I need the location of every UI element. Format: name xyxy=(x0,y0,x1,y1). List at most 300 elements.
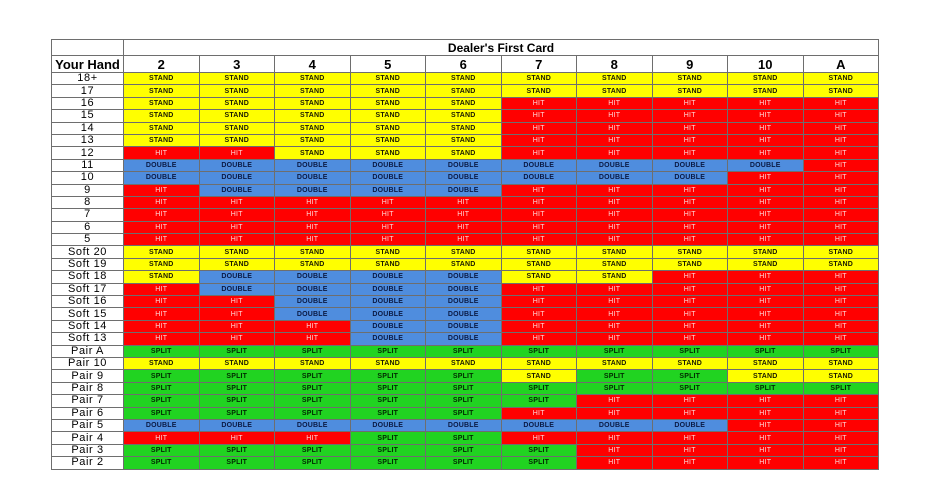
action-cell: STAND xyxy=(803,246,879,258)
action-cell: HIT xyxy=(652,196,728,208)
action-cell: DOUBLE xyxy=(426,308,502,320)
dealer-card-header: 4 xyxy=(275,56,351,73)
action-cell: HIT xyxy=(728,419,804,431)
action-cell: SPLIT xyxy=(199,382,275,394)
hand-label: Pair 5 xyxy=(52,419,124,431)
table-row xyxy=(52,432,879,444)
action-cell: DOUBLE xyxy=(124,419,200,431)
table-row xyxy=(52,457,879,469)
action-cell: HIT xyxy=(803,209,879,221)
action-cell: STAND xyxy=(350,147,426,159)
action-cell: HIT xyxy=(652,296,728,308)
action-cell: DOUBLE xyxy=(350,419,426,431)
strategy-table xyxy=(51,39,879,470)
action-cell: HIT xyxy=(199,209,275,221)
action-cell: STAND xyxy=(275,73,351,85)
action-cell: STAND xyxy=(350,258,426,270)
hand-label: Soft 14 xyxy=(52,320,124,332)
action-cell: SPLIT xyxy=(350,432,426,444)
action-cell: HIT xyxy=(803,457,879,469)
table-row xyxy=(52,308,879,320)
action-cell: HIT xyxy=(652,97,728,109)
table-body xyxy=(52,73,879,470)
action-cell: HIT xyxy=(728,283,804,295)
action-cell: HIT xyxy=(652,407,728,419)
table-row xyxy=(52,221,879,233)
action-cell: SPLIT xyxy=(124,407,200,419)
action-cell: HIT xyxy=(124,234,200,246)
action-cell: HIT xyxy=(652,320,728,332)
action-cell: HIT xyxy=(803,419,879,431)
action-cell: STAND xyxy=(803,85,879,97)
action-cell: HIT xyxy=(501,407,577,419)
action-cell: HIT xyxy=(275,209,351,221)
action-cell: SPLIT xyxy=(501,444,577,456)
action-cell: STAND xyxy=(426,97,502,109)
hand-label: Soft 20 xyxy=(52,246,124,258)
action-cell: HIT xyxy=(728,296,804,308)
action-cell: STAND xyxy=(501,357,577,369)
action-cell: SPLIT xyxy=(199,444,275,456)
action-cell: SPLIT xyxy=(275,382,351,394)
action-cell: STAND xyxy=(652,246,728,258)
action-cell: DOUBLE xyxy=(275,271,351,283)
action-cell: STAND xyxy=(350,134,426,146)
action-cell: STAND xyxy=(501,85,577,97)
dealer-title: Dealer's First Card xyxy=(124,40,879,56)
table-row xyxy=(52,85,879,97)
action-cell: HIT xyxy=(124,209,200,221)
action-cell: STAND xyxy=(124,357,200,369)
action-cell: HIT xyxy=(199,308,275,320)
action-cell: HIT xyxy=(275,196,351,208)
action-cell: SPLIT xyxy=(501,457,577,469)
action-cell: SPLIT xyxy=(652,345,728,357)
action-cell: STAND xyxy=(350,246,426,258)
action-cell: HIT xyxy=(501,308,577,320)
table-row xyxy=(52,134,879,146)
action-cell: HIT xyxy=(803,97,879,109)
hand-label: Pair 3 xyxy=(52,444,124,456)
action-cell: STAND xyxy=(275,357,351,369)
dealer-card-header: 6 xyxy=(426,56,502,73)
table-row xyxy=(52,246,879,258)
action-cell: HIT xyxy=(728,209,804,221)
action-cell: DOUBLE xyxy=(350,271,426,283)
action-cell: HIT xyxy=(199,432,275,444)
action-cell: HIT xyxy=(124,296,200,308)
action-cell: STAND xyxy=(124,122,200,134)
action-cell: HIT xyxy=(199,296,275,308)
action-cell: HIT xyxy=(350,196,426,208)
action-cell: DOUBLE xyxy=(350,308,426,320)
action-cell: HIT xyxy=(728,395,804,407)
action-cell: STAND xyxy=(577,85,653,97)
hand-label: 10 xyxy=(52,172,124,184)
action-cell: HIT xyxy=(577,221,653,233)
action-cell: SPLIT xyxy=(124,444,200,456)
action-cell: STAND xyxy=(275,147,351,159)
action-cell: DOUBLE xyxy=(350,296,426,308)
action-cell: HIT xyxy=(728,308,804,320)
action-cell: HIT xyxy=(728,234,804,246)
hand-label: 15 xyxy=(52,110,124,122)
action-cell: DOUBLE xyxy=(275,308,351,320)
hand-label: Pair 7 xyxy=(52,395,124,407)
action-cell: HIT xyxy=(199,333,275,345)
action-cell: STAND xyxy=(350,122,426,134)
table-row xyxy=(52,122,879,134)
action-cell: HIT xyxy=(501,147,577,159)
action-cell: SPLIT xyxy=(350,345,426,357)
action-cell: HIT xyxy=(652,432,728,444)
action-cell: SPLIT xyxy=(426,395,502,407)
action-cell: HIT xyxy=(803,159,879,171)
hand-label: 17 xyxy=(52,85,124,97)
action-cell: HIT xyxy=(501,296,577,308)
action-cell: DOUBLE xyxy=(577,172,653,184)
action-cell: STAND xyxy=(124,246,200,258)
table-row xyxy=(52,395,879,407)
action-cell: HIT xyxy=(275,234,351,246)
action-cell: DOUBLE xyxy=(199,172,275,184)
action-cell: HIT xyxy=(652,308,728,320)
action-cell: SPLIT xyxy=(124,382,200,394)
action-cell: HIT xyxy=(577,97,653,109)
action-cell: HIT xyxy=(577,320,653,332)
table-row xyxy=(52,209,879,221)
action-cell: HIT xyxy=(426,234,502,246)
action-cell: STAND xyxy=(199,110,275,122)
action-cell: HIT xyxy=(728,271,804,283)
action-cell: DOUBLE xyxy=(426,419,502,431)
action-cell: STAND xyxy=(426,85,502,97)
action-cell: SPLIT xyxy=(501,395,577,407)
action-cell: DOUBLE xyxy=(350,283,426,295)
hand-label: 8 xyxy=(52,196,124,208)
action-cell: DOUBLE xyxy=(426,320,502,332)
action-cell: HIT xyxy=(803,196,879,208)
action-cell: SPLIT xyxy=(426,457,502,469)
action-cell: HIT xyxy=(199,320,275,332)
hand-label: 5 xyxy=(52,234,124,246)
action-cell: STAND xyxy=(501,73,577,85)
action-cell: HIT xyxy=(577,134,653,146)
action-cell: DOUBLE xyxy=(501,419,577,431)
action-cell: SPLIT xyxy=(350,457,426,469)
action-cell: STAND xyxy=(275,97,351,109)
action-cell: SPLIT xyxy=(652,370,728,382)
action-cell: STAND xyxy=(728,246,804,258)
action-cell: HIT xyxy=(728,97,804,109)
table-row xyxy=(52,407,879,419)
action-cell: SPLIT xyxy=(577,345,653,357)
action-cell: HIT xyxy=(652,147,728,159)
action-cell: DOUBLE xyxy=(426,159,502,171)
action-cell: SPLIT xyxy=(728,345,804,357)
action-cell: DOUBLE xyxy=(275,159,351,171)
action-cell: STAND xyxy=(275,85,351,97)
action-cell: STAND xyxy=(275,134,351,146)
table-row xyxy=(52,283,879,295)
action-cell: HIT xyxy=(275,432,351,444)
action-cell: DOUBLE xyxy=(124,159,200,171)
action-cell: DOUBLE xyxy=(199,184,275,196)
corner-blank xyxy=(52,40,124,56)
action-cell: DOUBLE xyxy=(426,172,502,184)
action-cell: STAND xyxy=(350,97,426,109)
action-cell: HIT xyxy=(577,296,653,308)
action-cell: HIT xyxy=(728,184,804,196)
action-cell: HIT xyxy=(728,196,804,208)
hand-label: Soft 15 xyxy=(52,308,124,320)
action-cell: HIT xyxy=(501,122,577,134)
action-cell: HIT xyxy=(577,196,653,208)
action-cell: HIT xyxy=(803,320,879,332)
action-cell: HIT xyxy=(350,221,426,233)
action-cell: HIT xyxy=(501,209,577,221)
action-cell: HIT xyxy=(124,184,200,196)
action-cell: HIT xyxy=(577,457,653,469)
action-cell: HIT xyxy=(501,333,577,345)
action-cell: HIT xyxy=(275,333,351,345)
action-cell: HIT xyxy=(652,134,728,146)
table-row xyxy=(52,159,879,171)
action-cell: HIT xyxy=(728,457,804,469)
action-cell: SPLIT xyxy=(501,382,577,394)
action-cell: SPLIT xyxy=(577,370,653,382)
action-cell: HIT xyxy=(577,110,653,122)
action-cell: DOUBLE xyxy=(275,296,351,308)
action-cell: DOUBLE xyxy=(350,333,426,345)
action-cell: SPLIT xyxy=(275,395,351,407)
action-cell: STAND xyxy=(199,85,275,97)
action-cell: HIT xyxy=(577,444,653,456)
action-cell: HIT xyxy=(652,457,728,469)
table-row xyxy=(52,184,879,196)
action-cell: HIT xyxy=(426,209,502,221)
action-cell: STAND xyxy=(124,258,200,270)
action-cell: SPLIT xyxy=(426,407,502,419)
action-cell: STAND xyxy=(501,246,577,258)
action-cell: HIT xyxy=(275,320,351,332)
hand-label: Pair 8 xyxy=(52,382,124,394)
action-cell: HIT xyxy=(728,407,804,419)
action-cell: STAND xyxy=(350,110,426,122)
action-cell: HIT xyxy=(577,333,653,345)
action-cell: HIT xyxy=(728,110,804,122)
action-cell: HIT xyxy=(350,209,426,221)
table-row xyxy=(52,296,879,308)
action-cell: SPLIT xyxy=(350,444,426,456)
table-row xyxy=(52,271,879,283)
action-cell: STAND xyxy=(728,357,804,369)
table-row xyxy=(52,172,879,184)
action-cell: SPLIT xyxy=(275,370,351,382)
action-cell: HIT xyxy=(124,283,200,295)
action-cell: SPLIT xyxy=(426,432,502,444)
action-cell: STAND xyxy=(426,246,502,258)
hand-label: 11 xyxy=(52,159,124,171)
action-cell: STAND xyxy=(577,271,653,283)
action-cell: STAND xyxy=(275,258,351,270)
action-cell: SPLIT xyxy=(577,382,653,394)
action-cell: HIT xyxy=(501,234,577,246)
action-cell: HIT xyxy=(577,234,653,246)
action-cell: HIT xyxy=(577,308,653,320)
action-cell: HIT xyxy=(199,221,275,233)
action-cell: HIT xyxy=(803,271,879,283)
action-cell: HIT xyxy=(803,296,879,308)
hand-label: Soft 16 xyxy=(52,296,124,308)
action-cell: DOUBLE xyxy=(577,419,653,431)
action-cell: SPLIT xyxy=(426,345,502,357)
action-cell: DOUBLE xyxy=(577,159,653,171)
action-cell: STAND xyxy=(275,110,351,122)
dealer-title-row xyxy=(52,40,879,56)
action-cell: HIT xyxy=(199,196,275,208)
action-cell: HIT xyxy=(501,221,577,233)
action-cell: DOUBLE xyxy=(275,184,351,196)
action-cell: STAND xyxy=(426,147,502,159)
action-cell: STAND xyxy=(803,73,879,85)
action-cell: DOUBLE xyxy=(501,172,577,184)
action-cell: HIT xyxy=(803,444,879,456)
action-cell: HIT xyxy=(728,333,804,345)
hand-label: Soft 18 xyxy=(52,271,124,283)
action-cell: HIT xyxy=(501,97,577,109)
action-cell: HIT xyxy=(426,196,502,208)
action-cell: STAND xyxy=(803,357,879,369)
hand-label: 9 xyxy=(52,184,124,196)
table-row xyxy=(52,147,879,159)
hand-label: Soft 19 xyxy=(52,258,124,270)
action-cell: STAND xyxy=(426,110,502,122)
table-row xyxy=(52,196,879,208)
hand-label: 18+ xyxy=(52,73,124,85)
table-row xyxy=(52,258,879,270)
action-cell: STAND xyxy=(124,110,200,122)
action-cell: DOUBLE xyxy=(426,296,502,308)
hand-label: 6 xyxy=(52,221,124,233)
action-cell: HIT xyxy=(652,333,728,345)
action-cell: STAND xyxy=(577,357,653,369)
action-cell: HIT xyxy=(728,221,804,233)
hand-label: Soft 13 xyxy=(52,333,124,345)
action-cell: HIT xyxy=(124,333,200,345)
action-cell: HIT xyxy=(124,308,200,320)
action-cell: DOUBLE xyxy=(426,184,502,196)
hand-label: Pair A xyxy=(52,345,124,357)
action-cell: SPLIT xyxy=(803,345,879,357)
action-cell: DOUBLE xyxy=(426,271,502,283)
action-cell: STAND xyxy=(199,246,275,258)
action-cell: HIT xyxy=(577,432,653,444)
action-cell: STAND xyxy=(728,370,804,382)
action-cell: SPLIT xyxy=(350,382,426,394)
action-cell: HIT xyxy=(803,308,879,320)
action-cell: HIT xyxy=(652,234,728,246)
action-cell: DOUBLE xyxy=(350,184,426,196)
action-cell: STAND xyxy=(728,73,804,85)
action-cell: STAND xyxy=(501,258,577,270)
action-cell: STAND xyxy=(728,258,804,270)
action-cell: HIT xyxy=(501,432,577,444)
table-row xyxy=(52,419,879,431)
action-cell: HIT xyxy=(728,172,804,184)
action-cell: HIT xyxy=(728,147,804,159)
table-row xyxy=(52,444,879,456)
action-cell: SPLIT xyxy=(124,345,200,357)
dealer-card-header: 3 xyxy=(199,56,275,73)
action-cell: HIT xyxy=(652,122,728,134)
table-row xyxy=(52,345,879,357)
action-cell: SPLIT xyxy=(426,382,502,394)
hand-label: Soft 17 xyxy=(52,283,124,295)
action-cell: SPLIT xyxy=(350,395,426,407)
action-cell: STAND xyxy=(124,85,200,97)
action-cell: STAND xyxy=(728,85,804,97)
action-cell: HIT xyxy=(501,110,577,122)
action-cell: DOUBLE xyxy=(652,419,728,431)
action-cell: STAND xyxy=(501,271,577,283)
action-cell: HIT xyxy=(803,407,879,419)
dealer-card-header: A xyxy=(803,56,879,73)
action-cell: HIT xyxy=(652,271,728,283)
action-cell: SPLIT xyxy=(275,345,351,357)
action-cell: STAND xyxy=(652,258,728,270)
action-cell: HIT xyxy=(803,110,879,122)
action-cell: HIT xyxy=(577,209,653,221)
table-row xyxy=(52,357,879,369)
action-cell: DOUBLE xyxy=(652,172,728,184)
action-cell: HIT xyxy=(652,110,728,122)
action-cell: STAND xyxy=(803,370,879,382)
action-cell: STAND xyxy=(577,73,653,85)
action-cell: SPLIT xyxy=(199,407,275,419)
action-cell: DOUBLE xyxy=(426,333,502,345)
action-cell: SPLIT xyxy=(199,345,275,357)
action-cell: STAND xyxy=(199,258,275,270)
dealer-card-header: 8 xyxy=(577,56,653,73)
action-cell: HIT xyxy=(124,221,200,233)
action-cell: SPLIT xyxy=(728,382,804,394)
action-cell: HIT xyxy=(728,432,804,444)
action-cell: STAND xyxy=(199,134,275,146)
action-cell: HIT xyxy=(577,407,653,419)
action-cell: STAND xyxy=(199,97,275,109)
table-row xyxy=(52,320,879,332)
action-cell: DOUBLE xyxy=(275,172,351,184)
action-cell: DOUBLE xyxy=(426,283,502,295)
action-cell: SPLIT xyxy=(652,382,728,394)
action-cell: HIT xyxy=(803,147,879,159)
action-cell: HIT xyxy=(652,221,728,233)
action-cell: STAND xyxy=(124,97,200,109)
action-cell: DOUBLE xyxy=(199,283,275,295)
dealer-card-header: 2 xyxy=(124,56,200,73)
action-cell: SPLIT xyxy=(275,444,351,456)
action-cell: HIT xyxy=(728,320,804,332)
action-cell: HIT xyxy=(652,209,728,221)
dealer-card-header: 10 xyxy=(728,56,804,73)
action-cell: SPLIT xyxy=(124,370,200,382)
action-cell: DOUBLE xyxy=(199,271,275,283)
action-cell: STAND xyxy=(426,258,502,270)
action-cell: SPLIT xyxy=(124,395,200,407)
hand-label: 14 xyxy=(52,122,124,134)
hand-label: 12 xyxy=(52,147,124,159)
